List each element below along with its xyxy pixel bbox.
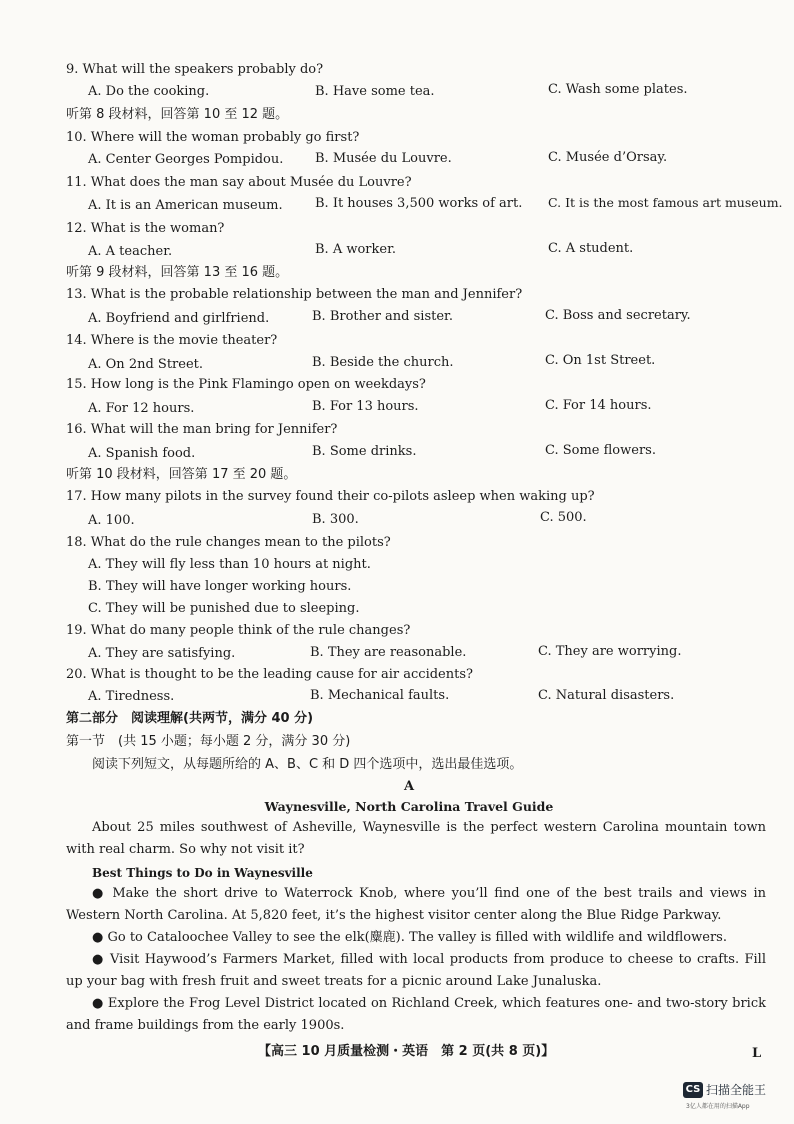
- q9-option-b: B. Have some tea.: [315, 84, 435, 99]
- section-10-heading: 听第 10 段材料，回答第 17 至 20 题。: [66, 467, 297, 482]
- q9-option-a: A. Do the cooking.: [88, 84, 210, 99]
- q15-option-a: A. For 12 hours.: [88, 401, 195, 416]
- q15-option-c: C. For 14 hours.: [545, 398, 652, 413]
- question-12-stem: 12. What is the woman?: [66, 221, 225, 236]
- q11-option-a: A. It is an American museum.: [88, 198, 283, 213]
- bullet-4: ● Explore the Frog Level District located on Richland Creek, which features one- and two-story brick and frame buildings from the early 1900s.: [66, 996, 766, 1033]
- scanner-logo-icon: CS: [683, 1082, 703, 1098]
- q20-option-c: C. Natural disasters.: [538, 688, 675, 703]
- bullet-1: ● Make the short drive to Waterrock Knob, where you’ll find one of the best trails and views in Western North Carolina. At 5,820 feet, it’s the highest visitor center along the Blue Ridge Parkway.: [66, 886, 766, 923]
- q12-option-a: A. A teacher.: [88, 244, 173, 259]
- question-20-stem: 20. What is thought to be the leading cause for air accidents?: [66, 667, 473, 682]
- reading-instructions: 阅读下列短文，从每题所给的 A、B、C 和 D 四个选项中，选出最佳选项。: [92, 757, 523, 772]
- q10-option-b: B. Musée du Louvre.: [315, 151, 452, 166]
- q19-option-c: C. They are worrying.: [538, 644, 682, 659]
- q20-option-a: A. Tiredness.: [88, 689, 175, 704]
- section-1-heading: 第一节 (共 15 小题；每小题 2 分，满分 30 分): [66, 734, 351, 749]
- bullet-3: ● Visit Haywood’s Farmers Market, filled with local products from produce to cheese to crafts. Fill up your bag with fresh fruit and sweet treats for a picnic around Lake Junaluska.: [66, 952, 766, 989]
- q16-option-c: C. Some flowers.: [545, 443, 656, 458]
- q16-option-a: A. Spanish food.: [88, 446, 196, 461]
- passage-intro: About 25 miles southwest of Asheville, Waynesville is the perfect western Carolina mountain town with real charm. So why not visit it?: [66, 820, 766, 857]
- question-15-stem: 15. How long is the Pink Flamingo open on weekdays?: [66, 377, 426, 392]
- q11-option-c: C. It is the most famous art museum.: [548, 195, 783, 210]
- section-9-heading: 听第 9 段材料，回答第 13 至 16 题。: [66, 265, 289, 280]
- q13-option-a: A. Boyfriend and girlfriend.: [88, 311, 270, 326]
- q10-option-a: A. Center Georges Pompidou.: [88, 152, 284, 167]
- question-17-stem: 17. How many pilots in the survey found their co-pilots asleep when waking up?: [66, 489, 595, 504]
- q20-option-b: B. Mechanical faults.: [310, 688, 450, 703]
- question-10-stem: 10. Where will the woman probably go first?: [66, 130, 360, 145]
- scanner-logo-name: 扫描全能王: [706, 1083, 767, 1097]
- q18-option-a: A. They will fly less than 10 hours at night.: [88, 557, 371, 572]
- q12-option-b: B. A worker.: [315, 242, 396, 257]
- q12-option-c: C. A student.: [548, 241, 634, 256]
- q17-option-b: B. 300.: [312, 512, 359, 527]
- q14-option-a: A. On 2nd Street.: [88, 357, 204, 372]
- q10-option-c: C. Musée d’Orsay.: [548, 150, 668, 165]
- passage-letter: A: [403, 779, 415, 794]
- question-9-stem: 9. What will the speakers probably do?: [66, 62, 324, 77]
- page-footer: 【高三 10 月质量检测・英语 第 2 页(共 8 页)】: [258, 1044, 555, 1059]
- q18-option-c: C. They will be punished due to sleeping.: [88, 601, 360, 616]
- q13-option-c: C. Boss and secretary.: [545, 308, 691, 323]
- part-2-heading: 第二部分 阅读理解(共两节，满分 40 分): [66, 711, 314, 726]
- q13-option-b: B. Brother and sister.: [312, 309, 453, 324]
- q14-option-b: B. Beside the church.: [312, 355, 454, 370]
- q14-option-c: C. On 1st Street.: [545, 353, 656, 368]
- q15-option-b: B. For 13 hours.: [312, 399, 419, 414]
- question-19-stem: 19. What do many people think of the rule changes?: [66, 623, 411, 638]
- question-16-stem: 16. What will the man bring for Jennifer?: [66, 422, 338, 437]
- q19-option-a: A. They are satisfying.: [88, 646, 236, 661]
- question-13-stem: 13. What is the probable relationship between the man and Jennifer?: [66, 287, 523, 302]
- q16-option-b: B. Some drinks.: [312, 444, 417, 459]
- question-18-stem: 18. What do the rule changes mean to the pilots?: [66, 535, 391, 550]
- scanner-logo-tagline: 3亿人都在用的扫描App: [686, 1103, 750, 1110]
- q11-option-b: B. It houses 3,500 works of art.: [315, 196, 523, 211]
- q9-option-c: C. Wash some plates.: [548, 82, 688, 97]
- passage-title: Waynesville, North Carolina Travel Guide: [264, 799, 554, 814]
- q17-option-c: C. 500.: [540, 510, 587, 525]
- passage-subheading: Best Things to Do in Waynesville: [92, 866, 313, 880]
- q19-option-b: B. They are reasonable.: [310, 645, 467, 660]
- bullet-2: ● Go to Cataloochee Valley to see the elk(麋鹿). The valley is filled with wildlife and wildflowers.: [92, 930, 727, 945]
- q18-option-b: B. They will have longer working hours.: [88, 579, 352, 594]
- footer-code: L: [752, 1046, 762, 1061]
- section-8-heading: 听第 8 段材料，回答第 10 至 12 题。: [66, 107, 289, 122]
- q17-option-a: A. 100.: [88, 513, 135, 528]
- question-11-stem: 11. What does the man say about Musée du Louvre?: [66, 175, 412, 190]
- question-14-stem: 14. Where is the movie theater?: [66, 333, 278, 348]
